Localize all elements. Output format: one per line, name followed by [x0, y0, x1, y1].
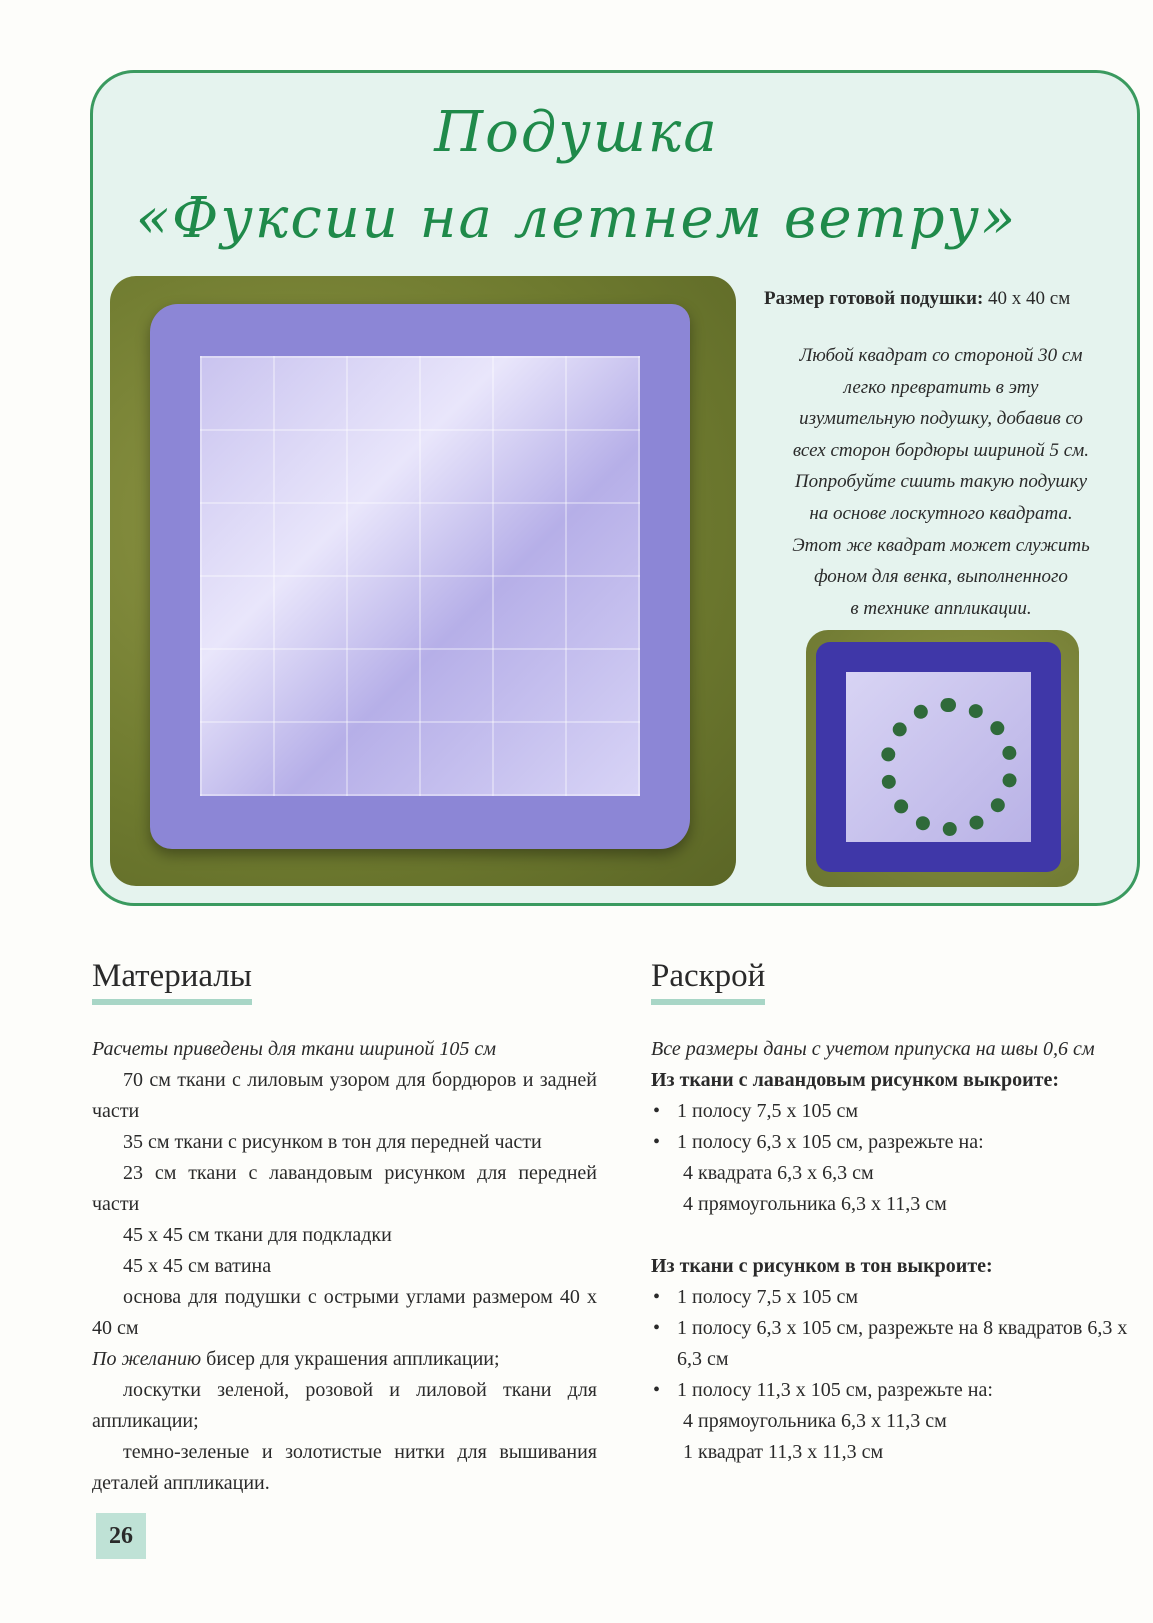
group1-title: Из ткани с лавандовым рисунком выкроите: — [651, 1069, 1059, 1091]
finished-size — [764, 288, 1134, 310]
cut-subitem: 4 прямоугольника 6,3 х 11,3 см — [683, 1193, 947, 1215]
main-pillow-photo — [110, 276, 736, 886]
pillow-patchwork-center — [200, 356, 640, 796]
intro-line: на основе лоскутного квадрата. — [809, 502, 1073, 524]
cut-bullet: • 1 полосу 6,3 х 105 см, разрежьте на 8 квадратов 6,3 х 6,3 см — [651, 1313, 1143, 1375]
material-item: 70 см ткани с лиловым узором для бордюров и задней части — [92, 1069, 597, 1122]
materials-optional — [92, 1344, 597, 1375]
wreath-pillow-border — [816, 642, 1061, 872]
cut-bullet: • 1 полосу 11,3 х 105 см, разрежьте на: — [651, 1375, 1143, 1406]
intro-line: всех сторон бордюры шириной 5 см. — [792, 439, 1090, 461]
materials-column — [92, 1034, 597, 1499]
applique-wreath — [880, 698, 1018, 836]
cut-subitem: 4 прямоугольника 6,3 х 11,3 см — [683, 1410, 947, 1432]
pillow-border — [150, 304, 690, 849]
cutting-column — [651, 1034, 1143, 1468]
finished-size-value: 40 х 40 см — [988, 288, 1071, 309]
page-title-line1: Подушка — [434, 100, 719, 165]
optional-text: бисер для украшения аппликации; — [206, 1348, 500, 1370]
material-item: основа для подушки с острыми углами размером 40 х 40 см — [92, 1286, 597, 1339]
intro-line: фоном для венка, выполненного — [814, 566, 1068, 588]
cut-bullet: • 1 полосу 6,3 х 105 см, разрежьте на: — [651, 1127, 1143, 1158]
intro-line: в технике аппликации. — [850, 597, 1032, 619]
cutting-heading: Раскрой — [651, 958, 765, 1005]
intro-line: легко превратить в эту — [843, 376, 1039, 398]
material-item: 45 х 45 см ткани для подкладки — [123, 1224, 392, 1246]
cut-bullet: • 1 полосу 7,5 х 105 см — [651, 1096, 1143, 1127]
material-item: 45 х 45 см ватина — [123, 1255, 272, 1277]
intro-line: изумительную подушку, добавив со — [799, 408, 1083, 430]
intro-line: Любой квадрат со стороной 30 см — [799, 345, 1083, 366]
materials-heading: Материалы — [92, 958, 252, 1005]
cut-subitem: 4 квадрата 6,3 х 6,3 см — [683, 1162, 874, 1184]
wreath-pillow-photo — [806, 630, 1079, 887]
intro-text — [756, 340, 1126, 624]
page-title-line2: «Фуксии на летнем ветру» — [135, 186, 1018, 251]
optional-item: лоскутки зеленой, розовой и лиловой ткани для аппликации; — [92, 1379, 597, 1432]
cut-bullet: • 1 полосу 7,5 х 105 см — [651, 1282, 1143, 1313]
group2-title: Из ткани с рисунком в тон выкроите: — [651, 1255, 993, 1277]
wreath-pillow-center — [846, 672, 1031, 842]
intro-line: Этот же квадрат может служить — [792, 534, 1090, 556]
intro-line: Попробуйте сшить такую подушку — [794, 471, 1088, 493]
finished-size-label: Размер готовой подушки: — [764, 288, 984, 309]
optional-label: По желанию — [92, 1348, 202, 1370]
page-number: 26 — [96, 1513, 146, 1559]
cut-subitem: 1 квадрат 11,3 х 11,3 см — [683, 1441, 884, 1463]
material-item: 35 см ткани с рисунком в тон для передней части — [123, 1131, 542, 1153]
cutting-note: Все размеры даны с учетом припуска на швы 0,6 см — [651, 1038, 1095, 1060]
materials-note: Расчеты приведены для ткани шириной 105 см — [92, 1038, 496, 1060]
optional-item: темно-зеленые и золотистые нитки для вышивания деталей аппликации. — [92, 1441, 597, 1494]
material-item: 23 см ткани с лавандовым рисунком для передней части — [92, 1162, 597, 1215]
